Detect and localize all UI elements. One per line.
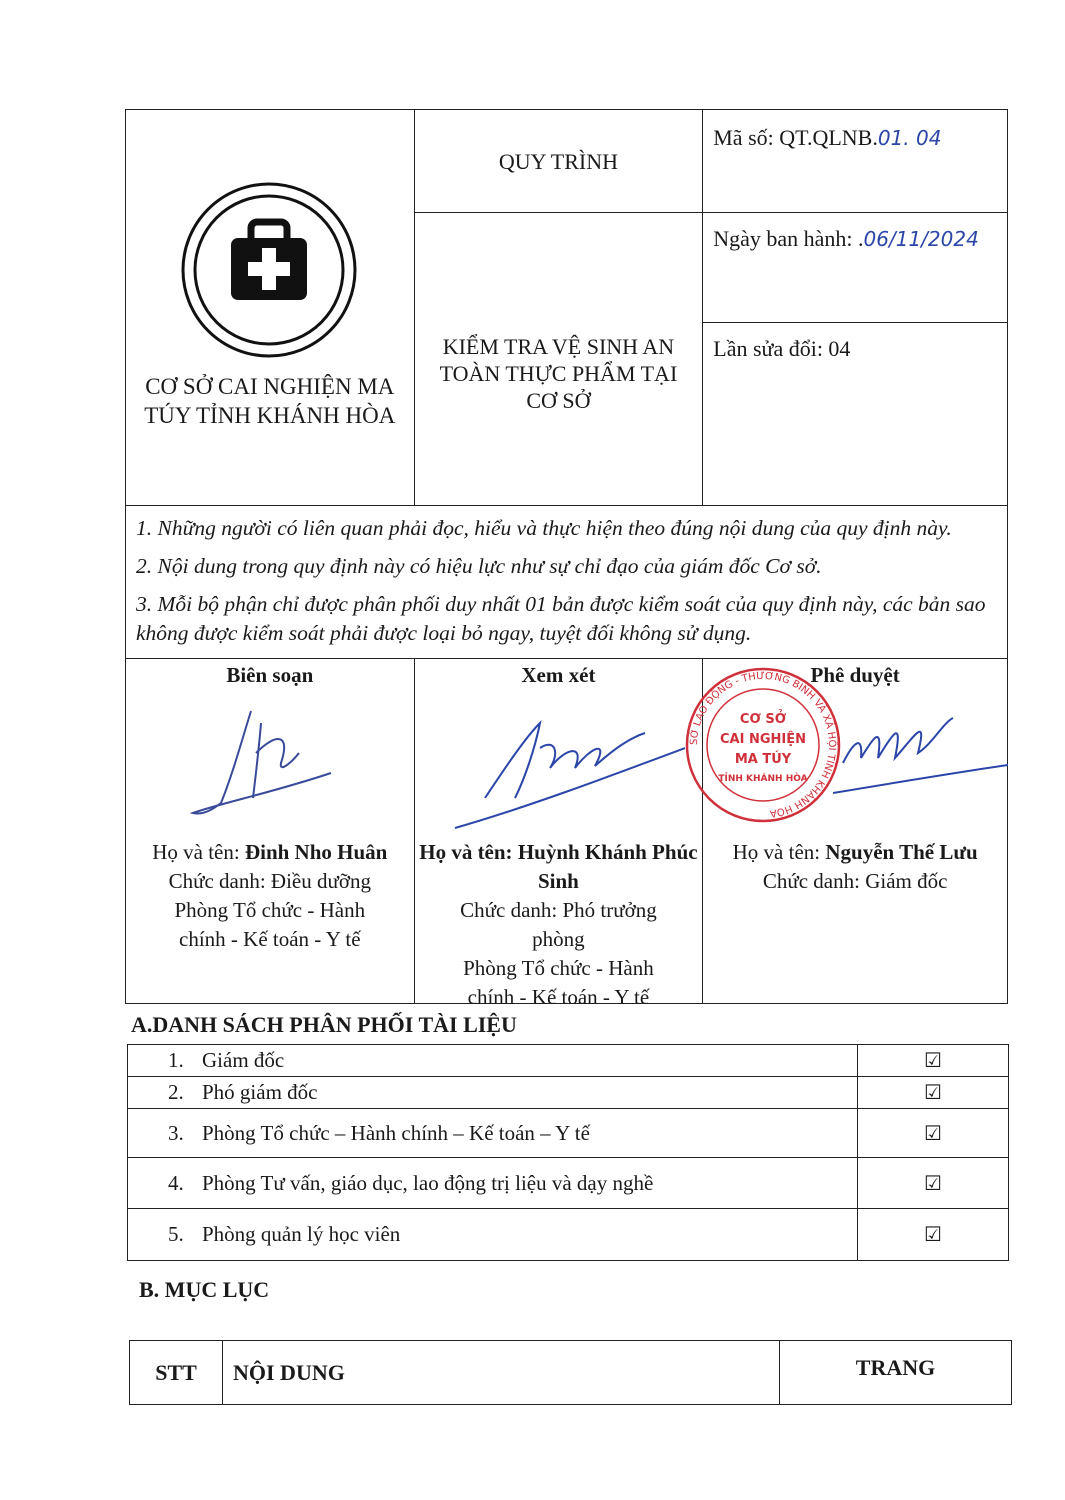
checkbox-checked-icon[interactable]: ☑ bbox=[858, 1077, 1009, 1109]
signature-approved bbox=[689, 659, 1008, 1004]
doc-title: KIỂM TRA VỆ SINH AN TOÀN THỰC PHẨM TẠI CƠ SỞ bbox=[439, 333, 678, 413]
issue-date-cell bbox=[703, 213, 1008, 323]
row-number: 1. bbox=[168, 1048, 184, 1072]
handwritten-signature bbox=[833, 703, 1008, 803]
recipient-label: Phòng Tư vấn, giáo dục, lao động trị liệu và dạy nghề bbox=[202, 1170, 654, 1195]
department: Phòng Tổ chức - Hành chính - Kế toán - Y tế bbox=[174, 898, 366, 951]
table-row bbox=[128, 1077, 1009, 1109]
notes-cell bbox=[126, 506, 1008, 659]
recipient-label: Giám đốc bbox=[202, 1048, 285, 1072]
stamp-line: MA TÚY bbox=[735, 752, 792, 767]
checkbox-checked-icon[interactable]: ☑ bbox=[858, 1158, 1009, 1209]
note-item: 1. Những người có liên quan phải đọc, hiểu và thực hiện theo đúng nội dung của quy định này. bbox=[136, 516, 952, 540]
signature-title: Xem xét bbox=[521, 663, 596, 687]
distribution-table bbox=[127, 1044, 1009, 1261]
col-content: NỘI DUNG bbox=[223, 1341, 780, 1405]
table-row bbox=[128, 1109, 1009, 1158]
note-item: 3. Mỗi bộ phận chỉ được phân phối duy nhất 01 bản được kiểm soát của quy định này, các bản sao không được kiểm soát phải được loại bỏ ngay, tuyệt đối không sử dụng. bbox=[136, 592, 986, 645]
signature-title: Phê duyệt bbox=[810, 663, 900, 687]
position: Chức danh: Điều dưỡng bbox=[168, 869, 371, 893]
signer-name: Huỳnh Khánh Phúc Sinh bbox=[517, 840, 698, 893]
col-stt: STT bbox=[130, 1341, 223, 1405]
distribution-heading: A.DANH SÁCH PHÂN PHỐI TÀI LIỆU bbox=[131, 1012, 517, 1037]
row-number: 3. bbox=[168, 1120, 184, 1145]
issue-date-handwritten: 06/11/2024 bbox=[863, 227, 979, 251]
signer-name: Đinh Nho Huân bbox=[244, 840, 388, 864]
stamp-outer-text: SỞ LAO ĐỘNG - THƯƠNG BINH VÀ XÃ HỘI TỈNH KHÁNH HÒA bbox=[689, 670, 838, 819]
signature-reviewed bbox=[414, 659, 703, 1009]
contents-heading: B. MỤC LỤC bbox=[139, 1277, 270, 1302]
checkbox-checked-icon[interactable]: ☑ bbox=[858, 1109, 1009, 1158]
recipient-label: Phòng quản lý học viên bbox=[202, 1222, 401, 1246]
position: Chức danh: Phó trưởng phòng bbox=[460, 898, 657, 951]
revision: Lần sửa đổi: 04 bbox=[713, 336, 851, 361]
contents-table bbox=[129, 1340, 1012, 1405]
stamp-line: TỈNH KHÁNH HÒA bbox=[718, 774, 808, 784]
doc-code-label: Mã số: QT.QLNB. bbox=[713, 125, 878, 150]
table-row bbox=[128, 1209, 1009, 1261]
name-line bbox=[415, 838, 703, 896]
doc-code-handwritten: 01. 04 bbox=[877, 126, 942, 150]
doc-type-cell bbox=[414, 110, 703, 213]
official-stamp bbox=[683, 665, 843, 825]
org-cell bbox=[126, 110, 415, 506]
name-line bbox=[703, 838, 1007, 867]
signature-title: Biên soạn bbox=[226, 663, 314, 687]
code-cell bbox=[703, 110, 1008, 213]
recipient-label: Phòng Tổ chức – Hành chính – Kế toán – Y tế bbox=[202, 1120, 590, 1145]
table-header-row bbox=[130, 1341, 1012, 1405]
medical-kit-icon bbox=[179, 180, 359, 360]
stamp-line: CƠ SỞ bbox=[740, 712, 787, 727]
org-name: CƠ SỞ CAI NGHIỆN MA TÚY TỈNH KHÁNH HÒA bbox=[144, 374, 396, 428]
signer-name: Nguyễn Thế Lưu bbox=[825, 840, 978, 864]
name-label: Họ và tên: bbox=[419, 840, 518, 864]
revision-cell bbox=[703, 323, 1008, 506]
recipient-label: Phó giám đốc bbox=[202, 1080, 318, 1104]
position: Chức danh: Giám đốc bbox=[762, 869, 948, 893]
table-row bbox=[128, 1045, 1009, 1077]
note-item: 2. Nội dung trong quy định này có hiệu lực như sự chỉ đạo của giám đốc Cơ sở. bbox=[136, 554, 822, 578]
signature-prepared bbox=[126, 659, 415, 1004]
document-control-table bbox=[125, 109, 1008, 1009]
checkbox-checked-icon[interactable]: ☑ bbox=[858, 1209, 1009, 1261]
doc-type: QUY TRÌNH bbox=[498, 148, 618, 174]
issue-date-label: Ngày ban hành: . bbox=[713, 226, 864, 251]
handwritten-signature bbox=[445, 708, 685, 838]
checkbox-checked-icon[interactable]: ☑ bbox=[858, 1045, 1009, 1077]
row-number: 5. bbox=[168, 1222, 184, 1246]
name-line bbox=[126, 838, 414, 867]
handwritten-signature bbox=[181, 703, 361, 823]
row-number: 2. bbox=[168, 1080, 184, 1104]
table-row bbox=[128, 1158, 1009, 1209]
stamp-line: CAI NGHIỆN bbox=[720, 732, 807, 747]
name-label: Họ và tên: bbox=[732, 840, 826, 864]
row-number: 4. bbox=[168, 1170, 184, 1195]
department: Phòng Tổ chức - Hành chính - Kế toán - Y tế bbox=[463, 956, 654, 1009]
col-page: TRANG bbox=[780, 1341, 1012, 1405]
doc-title-cell bbox=[414, 213, 703, 506]
name-label: Họ và tên: bbox=[152, 840, 245, 864]
